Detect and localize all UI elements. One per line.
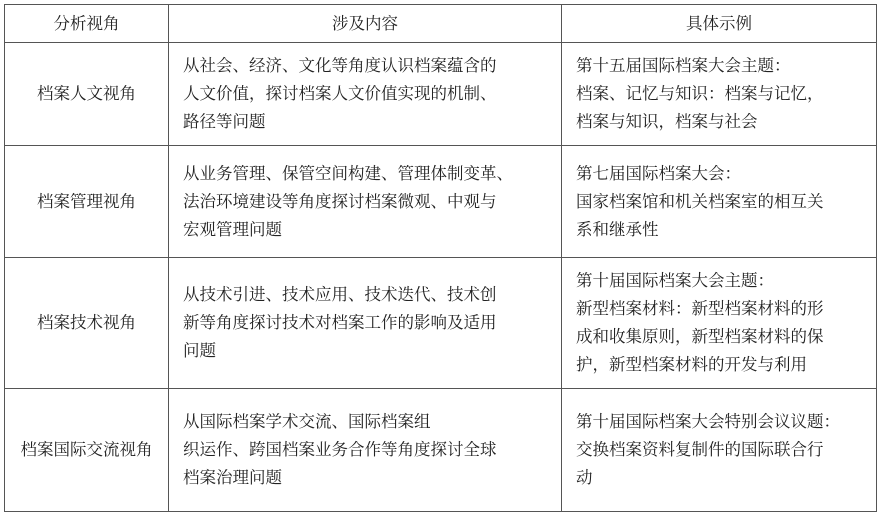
content-line: 从业务管理、保管空间构建、管理体制变革、 bbox=[183, 163, 513, 183]
header-perspective: 分析视角 bbox=[5, 5, 169, 43]
example-line: 档案、记忆与知识：档案与记忆， bbox=[576, 84, 824, 103]
example-line: 第七届国际档案大会： bbox=[576, 163, 741, 183]
header-example: 具体示例 bbox=[562, 5, 877, 43]
example-line: 系和继承性 bbox=[576, 219, 659, 239]
content-line: 从国际档案学术交流、国际档案组 bbox=[183, 412, 431, 431]
example-cell bbox=[562, 146, 877, 258]
example-cell bbox=[562, 258, 877, 389]
perspective-cell: 档案管理视角 bbox=[5, 146, 169, 258]
example-line: 成和收集原则，新型档案材料的保 bbox=[576, 327, 824, 346]
content-line: 新等角度探讨技术对档案工作的影响及适用 bbox=[183, 313, 497, 332]
content-line: 路径等问题 bbox=[183, 112, 266, 131]
content-line: 问题 bbox=[183, 341, 216, 360]
content-cell bbox=[169, 43, 562, 146]
perspective-cell: 档案技术视角 bbox=[5, 258, 169, 389]
table-row bbox=[5, 258, 877, 389]
header-row bbox=[5, 5, 877, 43]
content-line: 档案治理问题 bbox=[183, 468, 282, 487]
example-cell bbox=[562, 43, 877, 146]
content-line: 人文价值，探讨档案人文价值实现的机制、 bbox=[183, 84, 497, 103]
content-cell bbox=[169, 258, 562, 389]
content-cell bbox=[169, 146, 562, 258]
perspective-cell: 档案人文视角 bbox=[5, 43, 169, 146]
table-row bbox=[5, 43, 877, 146]
example-cell bbox=[562, 389, 877, 512]
perspective-table bbox=[4, 4, 877, 512]
content-cell bbox=[169, 389, 562, 512]
content-line: 从技术引进、技术应用、技术迭代、技术创 bbox=[183, 285, 497, 304]
table-row bbox=[5, 389, 877, 512]
example-line: 动 bbox=[576, 468, 593, 487]
example-line: 档案与知识，档案与社会 bbox=[576, 112, 758, 131]
example-line: 第十届国际档案大会主题： bbox=[576, 271, 774, 290]
example-line: 交换档案资料复制件的国际联合行 bbox=[576, 440, 824, 459]
example-line: 国家档案馆和机关档案室的相互关 bbox=[576, 191, 824, 211]
example-line: 第十五届国际档案大会主题： bbox=[576, 56, 791, 75]
example-line: 第十届国际档案大会特别会议议题： bbox=[576, 412, 840, 431]
content-line: 法治环境建设等角度探讨档案微观、中观与 bbox=[183, 191, 497, 211]
example-line: 护，新型档案材料的开发与利用 bbox=[576, 355, 807, 374]
content-line: 从社会、经济、文化等角度认识档案蕴含的 bbox=[183, 56, 497, 75]
table-row bbox=[5, 146, 877, 258]
content-line: 织运作、跨国档案业务合作等角度探讨全球 bbox=[183, 440, 497, 459]
example-line: 新型档案材料：新型档案材料的形 bbox=[576, 299, 824, 318]
perspective-cell: 档案国际交流视角 bbox=[5, 389, 169, 512]
content-line: 宏观管理问题 bbox=[183, 219, 282, 239]
header-content: 涉及内容 bbox=[169, 5, 562, 43]
